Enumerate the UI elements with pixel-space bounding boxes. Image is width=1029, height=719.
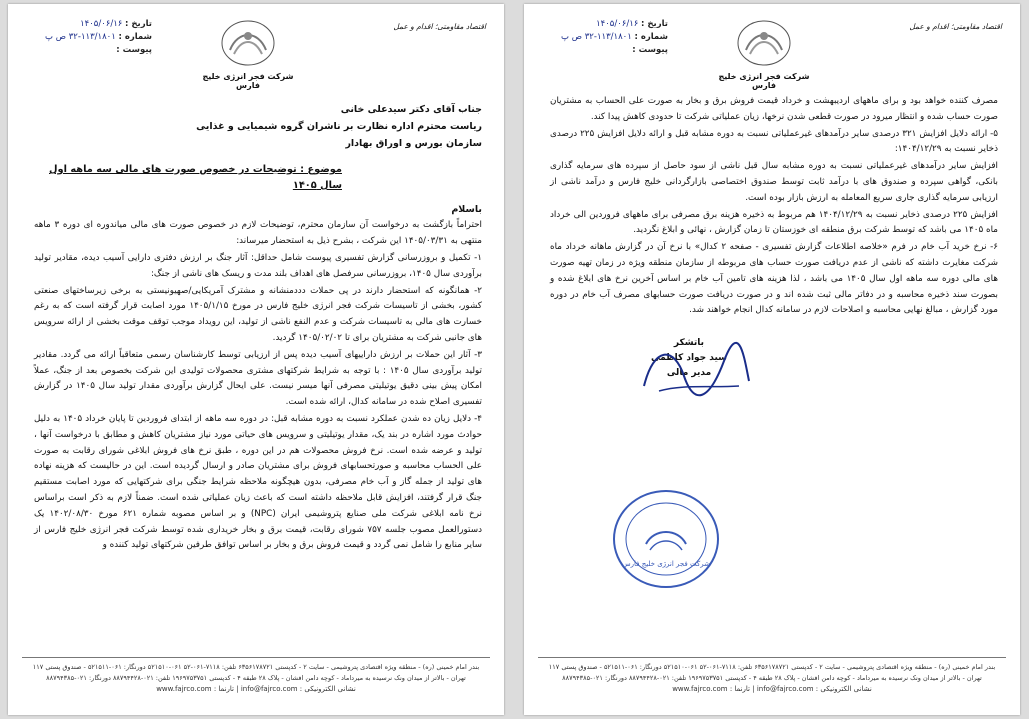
company-name: شرکت فجر انرژی خلیج فارس xyxy=(202,72,294,90)
date-label: تاریخ : xyxy=(125,19,152,29)
attachment-label: پیوست : xyxy=(116,45,152,55)
footer-address-2: تهران - بالاتر از میدان ونک نرسیده به میرداماد - کوچه دامن افشان - پلاک ۲۸ طبقه ۴ - کدپستی ۱۹۶۹۷۵۳۷۵۱ تلفن: ۰۲۱-۸۸۷۹۴۴۲۸ دورنگار: ۰۲۱-۸۸۷۹۴۳۸۵ xyxy=(46,674,466,682)
footer-contact: نشانی الکترونیکی : info@fajrco.com | تارنما : www.fajrco.com xyxy=(672,685,872,693)
paragraph-continuation: مصرف کننده خواهد بود و برای ماههای اردیبهشت و خرداد قیمت فروش برق و بخار به صورت علی الحساب به مشتریان صورت حساب شده و انتظار میرود در صورت قطعی شدن نرخها، زیان عملیاتی شرکت تا حدودی کاهش پیدا کند. xyxy=(550,96,998,122)
letterhead xyxy=(524,12,1020,90)
recipient-line-1: جناب آقای دکتر سیدعلی خانی xyxy=(340,104,482,115)
paragraph-item-6: ۶- نرخ خرید آب خام در فرم «خلاصه اطلاعات گزارش تفسیری - صفحه ۲ کدال» با نرخ آن در گزارش ماهانه خرداد ماه شرکت مغایرت داشته که ناشی از عدم دریافت صورت حساب های مربوطه از سازمان منطقه ویژه در زمان تهیه صورت های مالی دوره سه ماهه اول سال ۱۴۰۵ می باشد ، لذا هزینه های تامین آب خام بر اساس آخرین نرخ های ابلاغ شده و بصورت سند ذخیره محاسبه و در دفاتر مالی ثبت شده اند و در صورت دریافت صورت حسابهای مصرف آب خام در دوره مورد گزارش ، مبالغ نهایی محاسبه و اصلاحات لازم در سامانه کدال انجام خواهند شد. xyxy=(550,242,998,316)
paragraph-intro: احتراماً بازگشت به درخواست آن سازمان محترم، توضیحات لازم در خصوص صورت های مالی میاندوره ای دوره ۳ ماهه منتهی به ۱۴۰۵/۰۳/۳۱ این شرکت ، بشرح ذیل به استحضار میرساند: xyxy=(34,220,482,247)
attachment-row xyxy=(32,44,152,57)
motto xyxy=(316,20,486,33)
date-value: ۱۴۰۵/۰۶/۱۶ xyxy=(596,19,639,29)
signature-block xyxy=(594,336,784,426)
letter-footer xyxy=(538,657,1006,709)
letter-meta xyxy=(548,18,668,57)
letter-subject: موضوع : توضیحات در خصوص صورت های مالی سه ماهه اول سال ۱۴۰۵ xyxy=(49,164,342,191)
company-stamp-icon xyxy=(606,484,726,594)
footer-email-label: نشانی الکترونیکی : xyxy=(815,685,872,693)
motto-line-1: اقتصاد مقاومتی؛ اقدام و عمل xyxy=(909,22,1002,31)
date-label: تاریخ : xyxy=(641,19,668,29)
company-logo-icon xyxy=(726,14,802,72)
paragraph-item-4: ۴- دلایل زیان ده شدن عملکرد نسبت به دوره مشابه قبل: در دوره سه ماهه از ابتدای فروردین تا پایان خرداد ۱۴۰۵ به دلیل حوادث مورد اشاره در بند یک، مقدار یوتیلیتی و سرویس های حیاتی مورد نیاز مشتریان کاهش و مطابق با درخواست آنها ، تولید و عرضه شده است. نرخ فروش محصولات هم در این دوره ، طبق نرخ های فروش ابلاغی شورای رقابت به صورت علی الحساب محاسبه و صورتحسابهای فروش برای مشتریان صادر و ارسال گردیده است. این در حالیست که هزینه نهاده های تولید از جمله گاز و آب خام مصرفی، بدون هیچگونه ملاحظه شرایط جنگی برای شرکتهایی که مورد اصابت مستقیم جنگ قرار گرفتند، افزایش قابل ملاحظه داشته است که باعث زیان عملیاتی شده است. ضمناً لازم به ذکر است براساس نرخ نامه ابلاغی شرکت ملی صنایع پتروشیمی ایران (NPC) و بر اساس مصوبه شماره ۶۲۱ مورخ ۱۴۰۲/۰۸/۳۰ یک دستورالعمل مصوب جلسه ۷۵۷ شورای رقابت، قیمت برق و بخار خریداری شده توسط شرکت فجر انرژی خلیج فارس از سایر منابع را شامل نمی گردد و قیمت فروش برق و بخار بر اساس توافق طرفین شرکتهای تولید کننده و xyxy=(34,413,483,551)
recipient-line-3: سازمان بورس و اوراق بهادار xyxy=(345,138,482,149)
footer-website[interactable]: www.fajrco.com xyxy=(156,685,212,693)
date-row xyxy=(32,18,152,31)
paragraph-item-1: ۱- تکمیل و بروزرسانی گزارش تفسیری پیوست شامل حداقل: آثار جنگ بر ارزش دفتری دارایی آسیب دیده، مقادیر تولید برآوردی سال ۱۴۰۵، بروزرسانی سرفصل های اهداف بلند مدت و ریسک های ناشی از جنگ: xyxy=(34,252,482,279)
recipient-line-2: ریاست محترم اداره نظارت بر ناشران گروه شیمیایی و غذایی xyxy=(196,121,482,132)
paragraph-reserves: افزایش ۲۲۵ درصدی ذخایر نسبت به ۱۴۰۴/۱۲/۲۹ هم مربوط به ذخیره هزینه برق مصرفی برای ماههای فروردین الی خرداد ماه ۱۴۰۵ می باشد که توسط شرکت برق منطقه ای خوزستان تا زمان گزارش ، نهائی و ابلاغ نگردید. xyxy=(550,209,998,236)
attachment-row xyxy=(548,44,668,57)
company-logo-icon xyxy=(210,14,286,72)
letter-page-2 xyxy=(524,4,1020,715)
paragraph-item-5: ۵- ارائه دلایل افزایش ۳۲۱ درصدی سایر درآمدهای غیرعملیاتی نسبت به دوره مشابه قبل و ارائه دلایل افزایش ۲۲۵ درصدی ذخایر نسبت به ۱۴۰۴/۱۲/۲۹: xyxy=(550,128,998,155)
footer-address-1: بندر امام خمینی (ره) - منطقه ویژه اقتصادی پتروشیمی - سایت ۲ - کدپستی ۶۳۵۶۱۷۸۷۲۱ تلفن: ۷۱۱۸-۰۶۱-۵۲ ۰۶۱-۵۲۱۵۱۰ دورنگار: ۰۶۱-۵۲۱۵۱۱ - صندوق پستی ۱۱۷ xyxy=(32,663,480,671)
footer-email-label: نشانی الکترونیکی : xyxy=(299,685,356,693)
footer-email[interactable]: info@fajrco.com xyxy=(240,685,298,693)
stamp-text: شرکت فجر انرژی خلیج فارس xyxy=(622,560,710,568)
footer-address-1: بندر امام خمینی (ره) - منطقه ویژه اقتصادی پتروشیمی - سایت ۲ - کدپستی ۶۳۵۶۱۷۸۷۲۱ تلفن: ۷۱۱۸-۰۶۱-۵۲ ۰۶۱-۵۲۱۵۱۰ دورنگار: ۰۶۱-۵۲۱۵۱۱ - صندوق پستی ۱۱۷ xyxy=(548,663,996,671)
signature-closing: باتشکر xyxy=(673,338,705,348)
footer-site-label: تارنما : xyxy=(729,685,750,693)
signatory-title: مدیر مالی xyxy=(666,368,712,378)
footer-address-2: تهران - بالاتر از میدان ونک نرسیده به میرداماد - کوچه دامن افشان - پلاک ۲۸ طبقه ۴ - کدپستی ۱۹۶۹۷۵۳۷۵۱ تلفن: ۰۲۱-۸۸۷۹۴۴۲۸ دورنگار: ۰۲۱-۸۸۷۹۴۳۸۵ xyxy=(562,674,982,682)
number-row xyxy=(32,31,152,44)
footer-site-label: تارنما : xyxy=(213,685,234,693)
date-row xyxy=(548,18,668,31)
company-name: شرکت فجر انرژی خلیج فارس xyxy=(718,72,810,90)
footer-email[interactable]: info@fajrco.com xyxy=(756,685,814,693)
number-value: ۱۱۳/۱۸۰۱-۳۲ ص پ xyxy=(561,32,632,42)
letter-footer xyxy=(22,657,490,709)
attachment-label: پیوست : xyxy=(632,45,668,55)
footer-contact: نشانی الکترونیکی : info@fajrco.com | تارنما : www.fajrco.com xyxy=(156,685,356,693)
letter-meta xyxy=(32,18,152,57)
signature-mark xyxy=(614,336,764,406)
letterhead xyxy=(8,12,504,90)
signatory-name: سید جواد کاظمی xyxy=(650,353,728,363)
footer-website[interactable]: www.fajrco.com xyxy=(672,685,728,693)
number-label: شماره : xyxy=(118,32,152,42)
paragraph-item-2: ۲- همانگونه که استحضار دارند در پی حملات دددمنشانه و مشترک آمریکایی/صهیونیستی به برخی زیرساختهای صنعتی کشور، بخشی از تاسیسات شرکت فجر انرژی خلیج فارس در مورخ ۱۴۰۵/۱/۱۵ مورد اصابت قرار گرفته است که به رغم خسارت های مالی به تاسیسات شرکت و عدم النفع ناشی از تولید، این رویداد موجب توقف موقت بخشی از ارائه سرویس های جانبی شرکت به مشتریان برای تا ۱۴۰۵/۰۲/۰۲ گردید. xyxy=(34,285,482,343)
letter-page-1 xyxy=(8,4,504,715)
number-value: ۱۱۳/۱۸۰۱-۳۲ ص پ xyxy=(45,32,116,42)
motto-line-1: اقتصاد مقاومتی؛ اقدام و عمل xyxy=(393,22,486,31)
paragraph-item-3: ۳- آثار این حملات بر ارزش داراییهای آسیب دیده پس از ارزیابی توسط کارشناسان رسمی متعاقباً ارائه می گردد. مقادیر تولید برآوردی سال ۱۴۰۵ : با توجه به شرایط شرکتهای مشتری محصولات تولیدی این شرکت بخصوص بعد از جنگ، عملاً امکان پیش بینی دقیق یوتیلیتی مصرفی آنها میسر نیست. علی ایحال گزارش برآوردی مقدار تولید سال ۱۴۰۵ در گزارش تفسیری اصلاح شده در سامانه کدال، ارائه شده است. xyxy=(34,349,482,408)
letter-body xyxy=(34,102,482,655)
motto xyxy=(832,20,1002,33)
date-value: ۱۴۰۵/۰۶/۱۶ xyxy=(80,19,123,29)
greeting: باسلام xyxy=(451,203,482,215)
paragraph-other-income: افزایش سایر درآمدهای غیرعملیاتی نسبت به دوره مشابه سال قبل ناشی از سود حاصل از سپرده های سرمایه گذاری بانکی، گواهی سپرده و صندوق های با درآمد ثابت توسط صندوق اختصاصی بازارگردانی خلیج فارس و درآمد ناشی از ارزیابی سرمایه گذاری جاری سریع المعامله به ارزش بازار بوده است. xyxy=(550,161,998,203)
number-label: شماره : xyxy=(634,32,668,42)
number-row xyxy=(548,31,668,44)
